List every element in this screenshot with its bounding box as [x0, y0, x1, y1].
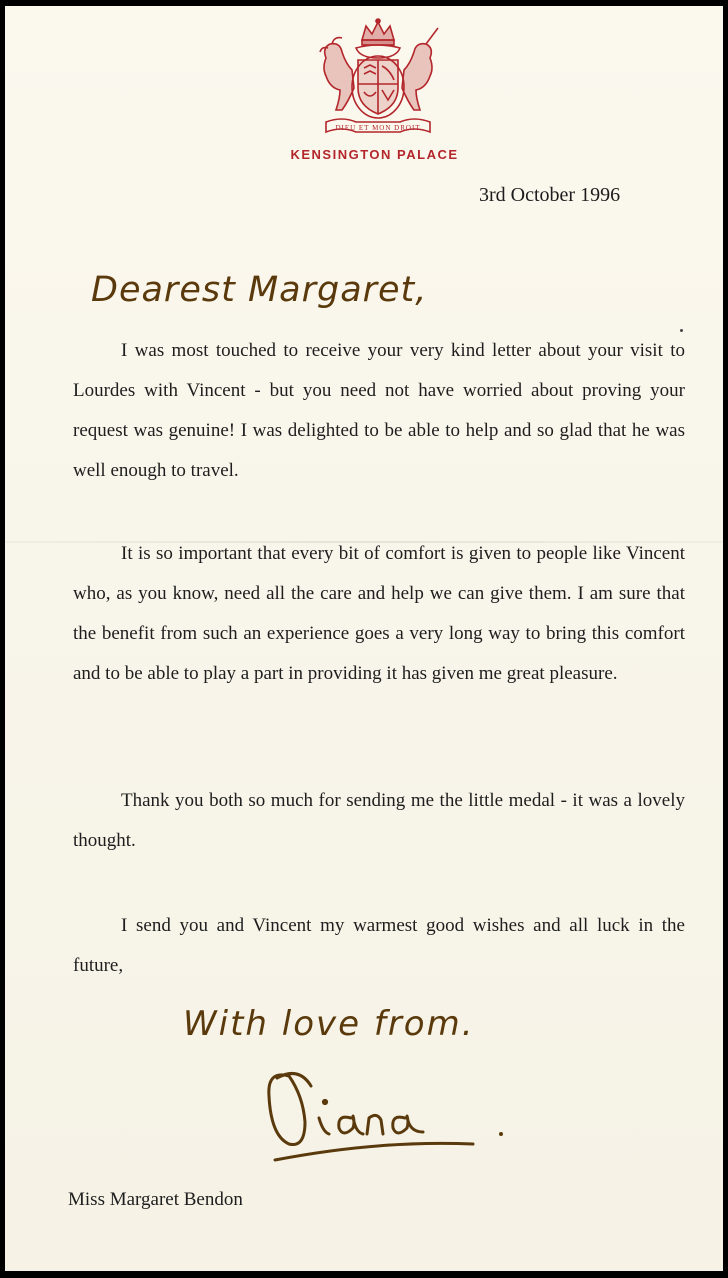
paragraph-4-text: I send you and Vincent my warmest good wishes and all luck in the future, [73, 915, 685, 976]
letter-paper [5, 6, 723, 1271]
paragraph-2-text: It is so important that every bit of comfort is given to people like Vincent who, as you know, need all the care and help we can give them. I am sure that the benefit from such an experience goes a very long way to bring this comfort and to be able to play a part in providing it has given me great pleasure. [73, 543, 685, 684]
paragraph-2 [73, 534, 685, 694]
recipient-name: Miss Margaret Bendon [68, 1189, 243, 1210]
letter-date: 3rd October 1996 [479, 184, 621, 206]
paragraph-1 [73, 331, 685, 491]
signature-diana [259, 1056, 519, 1168]
paragraph-3-text: Thank you both so much for sending me the little medal - it was a lovely thought. [73, 790, 685, 851]
paragraph-1-text: I was most touched to receive your very kind letter about your visit to Lourdes with Vincent - but you need not have worried about proving your request was genuine! I was delighted to be able to help and so glad that he was well enough to travel. [73, 340, 685, 481]
closing: With love from. [183, 1004, 475, 1044]
letterhead-address: KENSINGTON PALACE [290, 147, 459, 162]
royal-coat-of-arms-icon [312, 18, 444, 140]
paragraph-3 [73, 781, 685, 861]
crest-motto: DIEU ET MON DROIT [335, 124, 421, 132]
paragraph-4 [73, 906, 685, 986]
salutation: Dearest Margaret, [91, 270, 428, 310]
